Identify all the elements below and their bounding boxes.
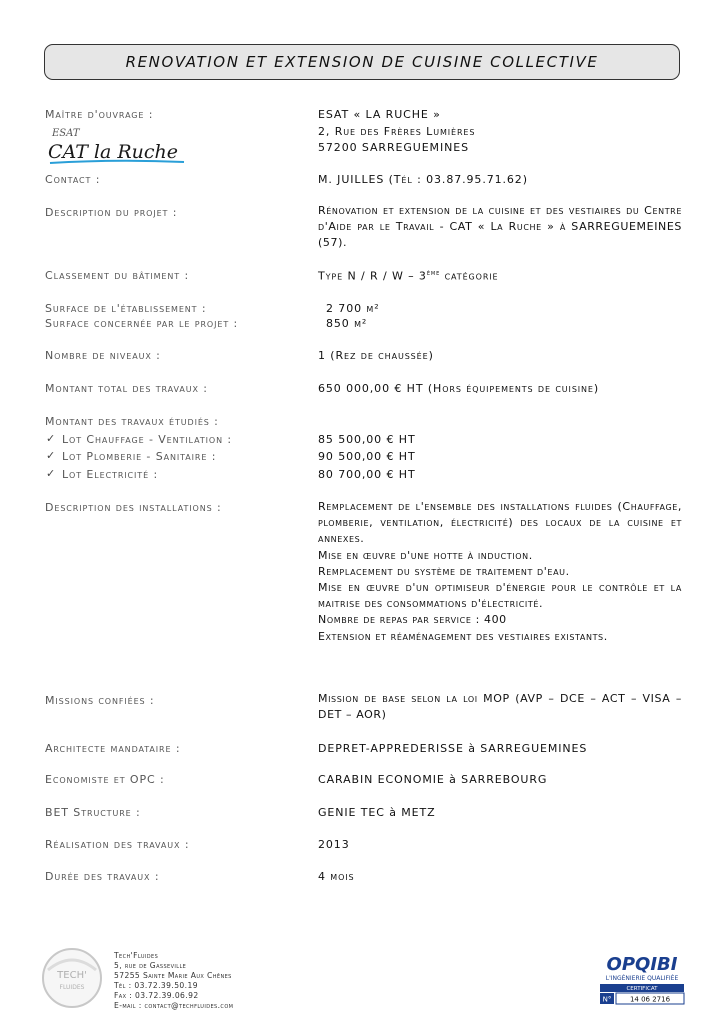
logo-esat-text: ESAT [52, 128, 80, 139]
contact-value: M. JUILLES (Tél : 03.87.95.71.62) [318, 173, 528, 186]
architecte-value: DEPRET-APPREDERISSE à SARREGUEMINES [318, 742, 588, 755]
bet-label: BET Structure : [45, 806, 141, 819]
lot-electricite-label: Lot Electricité : [62, 468, 159, 481]
footer-city: 57255 Sainte Marie Aux Chênes [114, 971, 232, 980]
missions-text [318, 691, 682, 723]
classement-suffix: catégorie [440, 269, 499, 283]
niveaux-value: 1 (Rez de chaussée) [318, 349, 434, 362]
installations-line: Mise en œuvre d'une hotte à induction. [318, 548, 533, 562]
missions-value: Mission de base selon la loi MOP (AVP – DCE – ACT – VISA – DET – AOR) [318, 692, 682, 722]
realisation-label: Réalisation des travaux : [45, 838, 190, 851]
footer-email[interactable]: E-mail : contact@techfluides.com [114, 1001, 234, 1010]
opqibi-certificat: CERTIFICAT [626, 986, 658, 992]
footer-tel: Tél : 03.72.39.50.19 [114, 981, 198, 990]
niveaux-label: Nombre de niveaux : [45, 349, 161, 362]
maitre-label: Maître d'ouvrage : [45, 108, 154, 121]
surface-concernee-value: 850 m² [326, 317, 368, 330]
architecte-label: Architecte mandataire : [45, 742, 181, 755]
maitre-name: ESAT « LA RUCHE » [318, 108, 441, 121]
check-icon: ✓ [46, 449, 56, 462]
installations-line: Nombre de repas par service : 400 [318, 613, 507, 627]
lot-electricite-value: 80 700,00 € HT [318, 468, 416, 481]
maitre-address2: 57200 SARREGUEMINES [318, 141, 469, 154]
footer-address [114, 951, 233, 1011]
installations-line: Extension et réaménagement des vestiaires existants. [318, 629, 608, 643]
surface-etab-value: 2 700 m² [326, 302, 380, 315]
opqibi-n: N° [602, 995, 612, 1004]
missions-label: Missions confiées : [45, 694, 155, 707]
economiste-value: CARABIN ECONOMIE à SARREBOURG [318, 773, 548, 786]
description-projet-label: Description du projet : [45, 206, 178, 219]
duree-value: 4 mois [318, 870, 355, 883]
classement-sup: ème [426, 269, 441, 277]
duree-label: Durée des travaux : [45, 870, 160, 883]
page-title: RENOVATION ET EXTENSION DE CUISINE COLLECTIVE [125, 53, 599, 71]
logo-main-text: CAT la Ruche [48, 141, 179, 163]
montant-total-label: Montant total des travaux : [45, 382, 208, 395]
economiste-label: Economiste et OPC : [45, 773, 165, 786]
lot-plomberie-label: Lot Plomberie - Sanitaire : [62, 450, 217, 463]
techfluides-logo-line2: FLUIDES [59, 984, 85, 991]
techfluides-logo [40, 946, 104, 1010]
surface-etab-label: Surface de l'établissement : [45, 302, 207, 315]
montant-etudies-label: Montant des travaux étudiés : [45, 415, 219, 428]
classement-prefix: Type N / R / W – 3 [318, 269, 427, 283]
check-icon: ✓ [46, 467, 56, 480]
check-icon: ✓ [46, 432, 56, 445]
installations-line: Remplacement du système de traitement d'eau. [318, 564, 570, 578]
esat-logo [44, 125, 190, 167]
bet-value: GENIE TEC à METZ [318, 806, 436, 819]
footer-street: 5, rue de Gasseville [114, 961, 187, 970]
classement-value [318, 269, 499, 283]
opqibi-number: 14 06 2716 [629, 995, 671, 1004]
contact-label: Contact : [45, 173, 101, 186]
classement-label: Classement du bâtiment : [45, 269, 190, 282]
installations-line: Remplacement de l'ensemble des installations fluides (Chauffage, plomberie, ventilation, électricité) des locaux de la cuisine et annexes. [318, 500, 682, 546]
title-box [44, 44, 680, 80]
lot-plomberie-value: 90 500,00 € HT [318, 450, 416, 463]
maitre-address1: 2, Rue des Frères Lumières [318, 125, 476, 138]
opqibi-brand: OPQIBI [606, 954, 678, 975]
opqibi-tagline: L'INGÉNIERIE QUALIFIÉE [605, 975, 679, 982]
footer-company: Tech'Fluides [114, 951, 159, 960]
description-projet-text [318, 203, 682, 252]
opqibi-logo [598, 950, 686, 1006]
surface-concernee-label: Surface concernée par le projet : [45, 317, 239, 330]
installations-text [318, 499, 682, 645]
installations-line: Mise en œuvre d'un optimiseur d'énergie pour le contrôle et la maitrise des consommations d'électricité. [318, 581, 682, 611]
footer-fax: Fax : 03.72.39.06.92 [114, 991, 199, 1000]
installations-label: Description des installations : [45, 501, 222, 514]
description-projet-paragraph: Rénovation et extension de la cuisine et des vestiaires du Centre d'Aide par le Travail - CAT « La Ruche » à SARREGUEMEINES (57). [318, 204, 682, 250]
montant-total-value: 650 000,00 € HT (Hors équipements de cuisine) [318, 382, 600, 395]
lot-chauffage-value: 85 500,00 € HT [318, 433, 416, 446]
lot-chauffage-label: Lot Chauffage - Ventilation : [62, 433, 232, 446]
realisation-value: 2013 [318, 838, 350, 851]
techfluides-logo-line1: TECH' [57, 970, 87, 981]
